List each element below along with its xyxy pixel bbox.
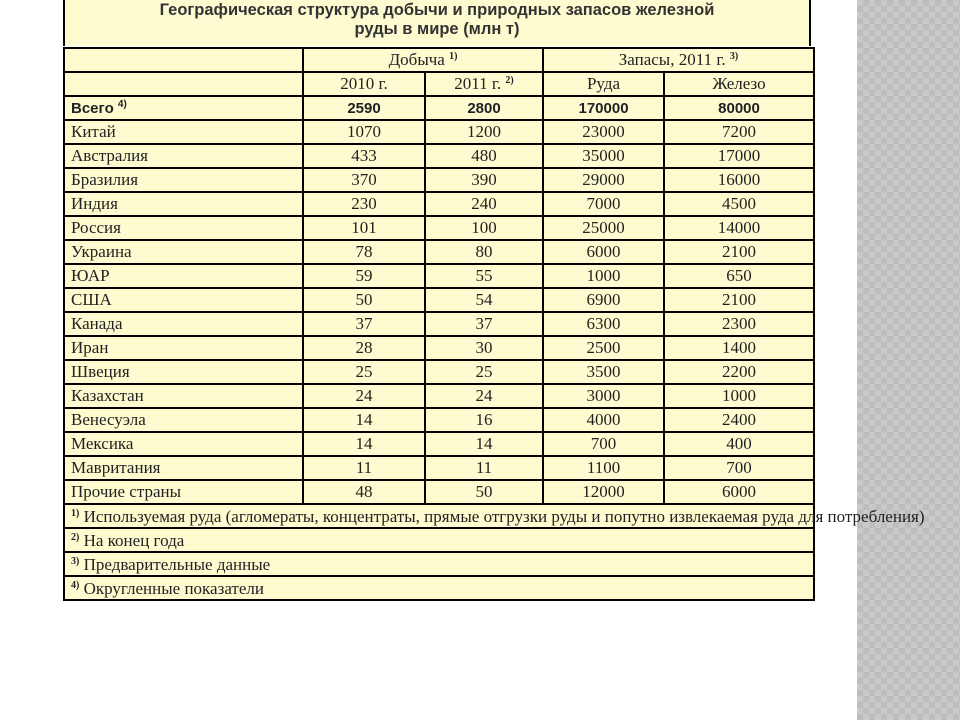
- reserves-iron-cell: 7200: [664, 120, 814, 144]
- production-2011-cell: 100: [425, 216, 543, 240]
- footnote-cell: [64, 528, 814, 552]
- header-reserves-footnote: 3): [729, 51, 739, 62]
- production-2011-cell: 11: [425, 456, 543, 480]
- country-cell: Бразилия: [64, 168, 303, 192]
- reserves-ore-cell: 3500: [543, 360, 664, 384]
- production-2011-cell: 30: [425, 336, 543, 360]
- table-row: [64, 288, 814, 312]
- reserves-iron-cell: 2100: [664, 288, 814, 312]
- header-production-footnote: 1): [449, 51, 458, 62]
- table-row: [64, 384, 814, 408]
- header-reserves-label: Запасы, 2011 г.: [618, 50, 726, 69]
- production-2011-cell: 50: [425, 480, 543, 504]
- reserves-ore-cell: 2500: [543, 336, 664, 360]
- footnote-row: [64, 528, 814, 552]
- reserves-iron-cell: 2200: [664, 360, 814, 384]
- production-2011-cell: 14: [425, 432, 543, 456]
- reserves-ore-cell: 6300: [543, 312, 664, 336]
- production-2011-cell: 480: [425, 144, 543, 168]
- production-2010-cell: 14: [303, 408, 425, 432]
- table-row: [64, 192, 814, 216]
- footnote-marker: 2): [71, 531, 80, 543]
- production-2011-cell: 16: [425, 408, 543, 432]
- total-row: [64, 96, 814, 120]
- footnote-text: Предварительные данные: [83, 554, 271, 574]
- header-2010: 2010 г.: [303, 72, 425, 96]
- iron-ore-table: [63, 47, 925, 601]
- footnote-cell: [64, 552, 814, 576]
- production-2011-cell: 25: [425, 360, 543, 384]
- country-cell: Украина: [64, 240, 303, 264]
- country-cell: Китай: [64, 120, 303, 144]
- table-title: [63, 0, 811, 46]
- header-empty-cell: [64, 48, 303, 72]
- reserves-iron-cell: 14000: [664, 216, 814, 240]
- production-2010-cell: 370: [303, 168, 425, 192]
- country-cell: Россия: [64, 216, 303, 240]
- footnote-row: [64, 576, 814, 600]
- header-production-label: Добыча: [388, 50, 445, 69]
- footnote-marker: 3): [71, 555, 80, 567]
- reserves-ore-cell: 23000: [543, 120, 664, 144]
- production-2010-cell: 101: [303, 216, 425, 240]
- footnote-cell: [64, 576, 814, 600]
- country-cell: Швеция: [64, 360, 303, 384]
- header-reserves: [543, 48, 814, 72]
- header-empty-cell-2: [64, 72, 303, 96]
- country-cell: Индия: [64, 192, 303, 216]
- table-row: [64, 264, 814, 288]
- total-production-2011: 2800: [425, 96, 543, 120]
- header-2011-label: 2011 г.: [454, 74, 502, 93]
- country-cell: Казахстан: [64, 384, 303, 408]
- production-2010-cell: 78: [303, 240, 425, 264]
- total-production-2010: 2590: [303, 96, 425, 120]
- reserves-iron-cell: 2400: [664, 408, 814, 432]
- table-row: [64, 312, 814, 336]
- reserves-ore-cell: 4000: [543, 408, 664, 432]
- country-cell: ЮАР: [64, 264, 303, 288]
- reserves-ore-cell: 6900: [543, 288, 664, 312]
- country-cell: Венесуэла: [64, 408, 303, 432]
- production-2010-cell: 59: [303, 264, 425, 288]
- reserves-ore-cell: 29000: [543, 168, 664, 192]
- production-2010-cell: 11: [303, 456, 425, 480]
- footnote-row: [64, 504, 814, 528]
- reserves-iron-cell: 1400: [664, 336, 814, 360]
- decorative-side-stripe: [857, 0, 960, 720]
- table-row: [64, 432, 814, 456]
- production-2010-cell: 433: [303, 144, 425, 168]
- production-2011-cell: 240: [425, 192, 543, 216]
- reserves-iron-cell: 2300: [664, 312, 814, 336]
- production-2011-cell: 80: [425, 240, 543, 264]
- country-cell: Прочие страны: [64, 480, 303, 504]
- production-2010-cell: 24: [303, 384, 425, 408]
- production-2011-cell: 1200: [425, 120, 543, 144]
- reserves-ore-cell: 1100: [543, 456, 664, 480]
- table-row: [64, 336, 814, 360]
- total-label-cell: [64, 96, 303, 120]
- reserves-iron-cell: 650: [664, 264, 814, 288]
- country-cell: Иран: [64, 336, 303, 360]
- production-2011-cell: 55: [425, 264, 543, 288]
- header-row-1: [64, 48, 814, 72]
- reserves-ore-cell: 7000: [543, 192, 664, 216]
- production-2010-cell: 230: [303, 192, 425, 216]
- title-line-2: руды в мире (млн т): [354, 20, 520, 38]
- country-cell: Австралия: [64, 144, 303, 168]
- table-row: [64, 240, 814, 264]
- reserves-ore-cell: 700: [543, 432, 664, 456]
- total-label: Всего: [71, 99, 114, 117]
- reserves-ore-cell: 12000: [543, 480, 664, 504]
- production-2011-cell: 24: [425, 384, 543, 408]
- production-2010-cell: 1070: [303, 120, 425, 144]
- title-line-1: Географическая структура добычи и природных запасов железной: [159, 1, 715, 19]
- header-row-2: [64, 72, 814, 96]
- header-iron: Железо: [664, 72, 814, 96]
- header-2011: [425, 72, 543, 96]
- reserves-ore-cell: 3000: [543, 384, 664, 408]
- reserves-iron-cell: 2100: [664, 240, 814, 264]
- table-row: [64, 216, 814, 240]
- total-reserves-ore: 170000: [543, 96, 664, 120]
- table-row: [64, 360, 814, 384]
- footnote-marker: 1): [71, 507, 80, 519]
- country-cell: Канада: [64, 312, 303, 336]
- production-2010-cell: 14: [303, 432, 425, 456]
- production-2010-cell: 50: [303, 288, 425, 312]
- country-cell: США: [64, 288, 303, 312]
- reserves-ore-cell: 25000: [543, 216, 664, 240]
- reserves-iron-cell: 17000: [664, 144, 814, 168]
- table-row: [64, 408, 814, 432]
- header-2011-footnote: 2): [505, 75, 514, 86]
- production-2011-cell: 37: [425, 312, 543, 336]
- reserves-iron-cell: 700: [664, 456, 814, 480]
- header-ore: Руда: [543, 72, 664, 96]
- reserves-iron-cell: 16000: [664, 168, 814, 192]
- table-row: [64, 144, 814, 168]
- production-2010-cell: 37: [303, 312, 425, 336]
- header-production: [303, 48, 543, 72]
- production-2010-cell: 25: [303, 360, 425, 384]
- reserves-iron-cell: 1000: [664, 384, 814, 408]
- production-2010-cell: 28: [303, 336, 425, 360]
- footnote-text: Используемая руда (агломераты, концентраты, прямые отгрузки руды и попутно извлекаемая руда для потребления): [83, 506, 925, 526]
- table-row: [64, 480, 814, 504]
- table-row: [64, 168, 814, 192]
- reserves-iron-cell: 6000: [664, 480, 814, 504]
- total-footnote: 4): [117, 98, 127, 110]
- footnote-text: Округленные показатели: [83, 578, 264, 598]
- reserves-iron-cell: 4500: [664, 192, 814, 216]
- reserves-ore-cell: 6000: [543, 240, 664, 264]
- footnote-cell: [64, 504, 925, 528]
- production-2011-cell: 390: [425, 168, 543, 192]
- reserves-ore-cell: 1000: [543, 264, 664, 288]
- reserves-ore-cell: 35000: [543, 144, 664, 168]
- footnote-text: На конец года: [83, 530, 185, 550]
- reserves-iron-cell: 400: [664, 432, 814, 456]
- production-2011-cell: 54: [425, 288, 543, 312]
- total-reserves-iron: 80000: [664, 96, 814, 120]
- production-2010-cell: 48: [303, 480, 425, 504]
- table-row: [64, 456, 814, 480]
- country-cell: Мавритания: [64, 456, 303, 480]
- table-row: [64, 120, 814, 144]
- footnote-row: [64, 552, 814, 576]
- footnote-marker: 4): [71, 579, 80, 591]
- country-cell: Мексика: [64, 432, 303, 456]
